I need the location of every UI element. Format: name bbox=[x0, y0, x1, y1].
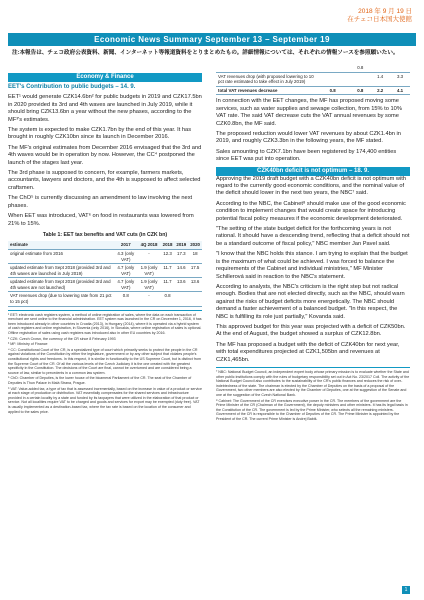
table-cell: 0.8 bbox=[161, 292, 175, 306]
table-cell bbox=[370, 64, 390, 72]
right-column bbox=[216, 62, 410, 423]
table-cell: 14.6 bbox=[174, 264, 188, 278]
paragraph: The ChO⁵ is currently discussing an amendment to law involving the next phases. bbox=[8, 195, 193, 209]
table-cell bbox=[323, 72, 343, 86]
table-cell bbox=[323, 64, 343, 72]
eet-table-continued bbox=[216, 64, 410, 95]
table-header-cell: 2017 bbox=[114, 241, 137, 249]
table-cell: 1.9 (only VAT) bbox=[137, 278, 160, 292]
paragraph: According to the NBC, the Cabinet⁸ should make use of the good economic condition to implement changes that would create space for introducing potential fiscal policy measures if the economic development deteriorated. bbox=[216, 200, 406, 222]
paragraph: "I know that the NBC holds this stance. I am trying to explain that the budget is the maximum of what could be achieved. I was forced to balance the requirements of the Cabinet and individual ministries," MF Minister Schillerová said in reaction to the NBC's statement. bbox=[216, 251, 408, 280]
footnote: ² CZK: Czech Crown, the currency of the CR since 8 February 1993 bbox=[8, 336, 116, 341]
table-cell bbox=[390, 64, 410, 72]
report-source: 在チェコ日本国大使館 bbox=[347, 16, 412, 23]
table-cell bbox=[343, 72, 351, 86]
footnotes-left bbox=[8, 310, 202, 414]
paragraph: The MF has proposed a budget with the deficit of CZK40bn for next year, with total expenditures projected at CZK1,505bn and revenues at CZK1,465bn. bbox=[216, 341, 400, 363]
table-caption: Table 1: EET tax benefits and VAT cuts (in CZK bn) bbox=[42, 231, 168, 238]
table-row bbox=[216, 64, 410, 72]
table-row bbox=[216, 72, 410, 86]
table-cell: VAT revenues drop (with proposed lowering to 10 pct rate estimated to take effect in July 2019) bbox=[216, 72, 323, 86]
table-cell bbox=[343, 86, 351, 95]
table-row bbox=[8, 278, 202, 292]
table-cell: 0.8 bbox=[350, 86, 370, 95]
table-cell: 18 bbox=[188, 249, 202, 263]
table-cell: - bbox=[137, 249, 160, 263]
paragraph: This approved budget for this year was projected with a deficit of CZK50bn. At the end of August, the budget showed a surplus of CZK12.8bn. bbox=[216, 323, 406, 338]
page-number: 1 bbox=[402, 586, 410, 594]
paragraph: In connection with the EET changes, the MF has proposed moving some services, such as water supplies and sewage collection, from 15% to 10% VAT rate. The said VAT decrease cuts the VAT annual revenues by some CZK0.8bn, the MF said. bbox=[216, 98, 402, 127]
table-row bbox=[8, 292, 202, 306]
footnotes-right bbox=[216, 367, 410, 422]
table-cell: 4.3 (only VAT) bbox=[114, 249, 137, 263]
table-header-cell: 4Q 2018 bbox=[137, 241, 160, 249]
table-cell: VAT revenues drop (due to lowering rate from 21 pct to 15 pct) bbox=[8, 292, 114, 306]
article-heading-eet: EET's Contribution to public budgets – 14. 9. bbox=[8, 84, 136, 90]
table-cell: updated estimate from Sept 2018 (provided 3rd and 4th waves are not launched) bbox=[8, 278, 114, 292]
footnote: ⁵ ChD: Chamber of Deputies, is the lower house of the bicameral Parliament of the CR. The seat of the Chamber of Deputies is Thun Palace in Malá Strana, Prague. bbox=[8, 376, 192, 385]
paragraph: Approving the 2019 draft budget with a CZK40bn deficit is not optimum with regard to the currently good economic conditions, and the nominal value of the deficit should lower in the next two years, the NBC⁷ said. bbox=[216, 175, 407, 197]
footnote: ⁷ NBC: National Budget Council, an independent expert body whose primary mission is to evaluate whether the State and other public institutions comply with the rules of budgetary responsibility set out in Act No. 23/2017 Coll. The activity of the National Budget Council also contributes to the sustainability of the CR's public finances and reduces the risk of over-indebtedness of the state. The chairman is elected by the Chamber of Deputies on the basis of a proposal of the Government, two other members are also elected by the Chamber of Deputies, one at the suggestion of the Senate and one at the suggestion of the Czech National Bank. bbox=[216, 369, 410, 397]
table-header-cell: estimate bbox=[8, 241, 114, 249]
table-row bbox=[216, 86, 410, 95]
paragraph: The proposed reduction would lower VAT revenues by about CZK1.4bn in 2019, and roughly CZK3.3bn in the following years, the MF stated. bbox=[216, 131, 401, 145]
left-column bbox=[8, 73, 202, 415]
table-cell: 0.8 bbox=[114, 292, 137, 306]
article-heading-deficit: CZK40bn deficit is not optimum – 18. 9. bbox=[216, 167, 410, 176]
paragraph: "The setting of the state budget deficit for the forthcoming years is not rational. It should have a descending trend, reflecting that a deficit should not be a standard outcome of fiscal policy," NBC member Jan Pavel said. bbox=[216, 226, 410, 247]
table-cell: - bbox=[137, 292, 160, 306]
table-row bbox=[8, 264, 202, 278]
table-cell: 13.6 bbox=[174, 278, 188, 292]
table-cell: 0.8 bbox=[350, 64, 370, 72]
footnote: ⁶ VAT: Value-added tax, a type of tax that is assessed incrementally, based on the increase in value of a product or service at each stage of production or distribution. VAT essentially compensates for the shared services and infrastructure provided in a certain locality by a state and funded by its taxpayers that were utilized in the elaboration of that product or service. Not all localities require VAT to be charged and goods and services for export may be exempted (duty free). VAT is usually implemented as a destination-based tax, where the tax rate is based on the location of the consumer and applied to the sales price. bbox=[8, 386, 202, 414]
paragraph: According to analysts, the NBC's criticism is the right step but not radical enough. Bodies that are not elected directly, such as the NBC, should warn against the risks of budget deficits more energetically. The NBC should demand a faster achievement of a balanced budget. "In this respect, the NBC is fulfilling its role just partially," Kovanda said. bbox=[216, 283, 405, 320]
table-cell: 4.7 (only VAT) bbox=[114, 278, 137, 292]
page-title-banner: Economic News Summary September 13 – September 19 bbox=[8, 33, 416, 46]
table-cell: 13.6 bbox=[188, 278, 202, 292]
report-header bbox=[347, 8, 412, 24]
table-cell: 1.4 bbox=[370, 72, 390, 86]
table-cell: 17.3 bbox=[174, 249, 188, 263]
table-cell: 0.8 bbox=[323, 86, 343, 95]
table-cell: updated estimate from Sept 2018 (provided 3rd and 4th waves are launched in July 2019) bbox=[8, 264, 114, 278]
table-cell: 1.9 (only VAT) bbox=[137, 264, 160, 278]
table-cell bbox=[188, 292, 202, 306]
eet-table bbox=[8, 241, 202, 306]
paragraph: The system is expected to make CZK1.7bn by the end of this year. It has brought in roughly CZK10bn since its launch in December 2016. bbox=[8, 127, 192, 141]
table-cell bbox=[174, 292, 188, 306]
table-cell: 4.7 (only VAT) bbox=[114, 264, 137, 278]
paragraph: Sales amounting to CZK7.1bn have been registered by 174,400 entities since EET was put into operation. bbox=[216, 148, 397, 163]
table-cell: 4.1 bbox=[390, 86, 410, 95]
table-cell: 12.3 bbox=[161, 249, 175, 263]
table-cell: 17.5 bbox=[188, 264, 202, 278]
table-header-cell: 2020 bbox=[188, 241, 202, 249]
paragraph: When EET was introduced, VAT⁶ on food in restaurants was lowered from 21% to 15%. bbox=[8, 213, 194, 227]
table-cell bbox=[216, 64, 323, 72]
paragraph: EET¹ would generate CZK14.6bn² for public budgets in 2019 and CZK17.5bn in 2020 provided its 3rd and 4th waves are launched in July 2019, while it should bring CZK13.6bn a year without the new phases, according to the MF³'s estimates. bbox=[8, 94, 202, 123]
footnote: ³ MF: Ministry of Finance bbox=[8, 342, 48, 347]
table-header-cell: 2018 bbox=[161, 241, 175, 249]
table-cell: 2.2 bbox=[370, 86, 390, 95]
footnote: ¹ EET: electronic cash registers system, a method of online registration of sales, where the data on each transaction of merchant are sent online to the financial administration. EET system was launched in the CR on December 1, 2016, it has been introduced already in other countries in Croatia (2013), in Hungary (2014), where it is operated via a hybrid system of cash registers and online registration, in Slovenia (only 2016), in Slovakia, where online registration of sales is optional. Offline registration of sales using cash registers was introduced also in other EU countries by 2016. bbox=[8, 312, 202, 336]
table-header-cell: 2019 bbox=[174, 241, 188, 249]
table-cell: 11.7 bbox=[161, 264, 175, 278]
table-header-row bbox=[8, 241, 202, 249]
table-cell bbox=[343, 64, 351, 72]
paragraph: The MF's original estimates from December 2016 envisaged that the 3rd and 4th waves would be in operation by now. However, the CC⁴ postponed the launch of the stages last year. bbox=[8, 144, 202, 166]
table-cell: total VAT revenues decrease bbox=[216, 86, 323, 95]
table-cell bbox=[350, 72, 370, 86]
table-cell: 3.3 bbox=[390, 72, 410, 86]
report-date: 2018 年 9 月 19 日 bbox=[358, 8, 412, 15]
table-cell: 11.7 bbox=[161, 278, 175, 292]
section-bar-economy: Economy & Finance bbox=[8, 73, 202, 82]
footnote: ⁸ Cabinet: The Government of the CR exercises executive power in the CR. The members of the government are the Prime Minister of the CR (Chairman of the Government), the deputy ministers and other ministers. It has its legal basis in the Constitution of the CR. The government is led by the Prime Minister, who selects all the remaining ministers. Government of the CR is responsible to the Chamber of Deputies of the CR. The Prime Minister is appointed by the President of the CR. The current Prime Minister is Andrej Babiš. bbox=[216, 398, 408, 421]
table-row bbox=[8, 249, 202, 263]
footnote: ⁴ CC: Constitutional Court of the CR, is a specialized type of court which primarily seeks to protect the people in the CR against violations of the Constitution by either the legislature, government or by any other subject that violates people's constitutional rights and freedoms. In this respect, it is similar in functionality to the US Supreme Court, but is distinct from the Supreme Court of the CR. Of all the various levels of the Czech Judiciary it is the one created with the greatest specificity in the Constitution. The decisions of the Court are final, cannot be overturned and are considered being a source of law, similar to precedents in a common law system. bbox=[8, 347, 201, 375]
table-cell: original estimate from 2016 bbox=[8, 249, 114, 263]
paragraph: The 3rd phase is supposed to concern, for example, farmers markets, accountants, lawyers and doctors, and the 4th is supposed to affect selected craftsmen. bbox=[8, 170, 201, 191]
intro-note: 注:本報告は、チェコ政府公表資料、新聞、インターネット等報道資料をとりまとめたもの。詳細情報については、それぞれの情報ソースを参照願いたい。 bbox=[12, 50, 399, 56]
